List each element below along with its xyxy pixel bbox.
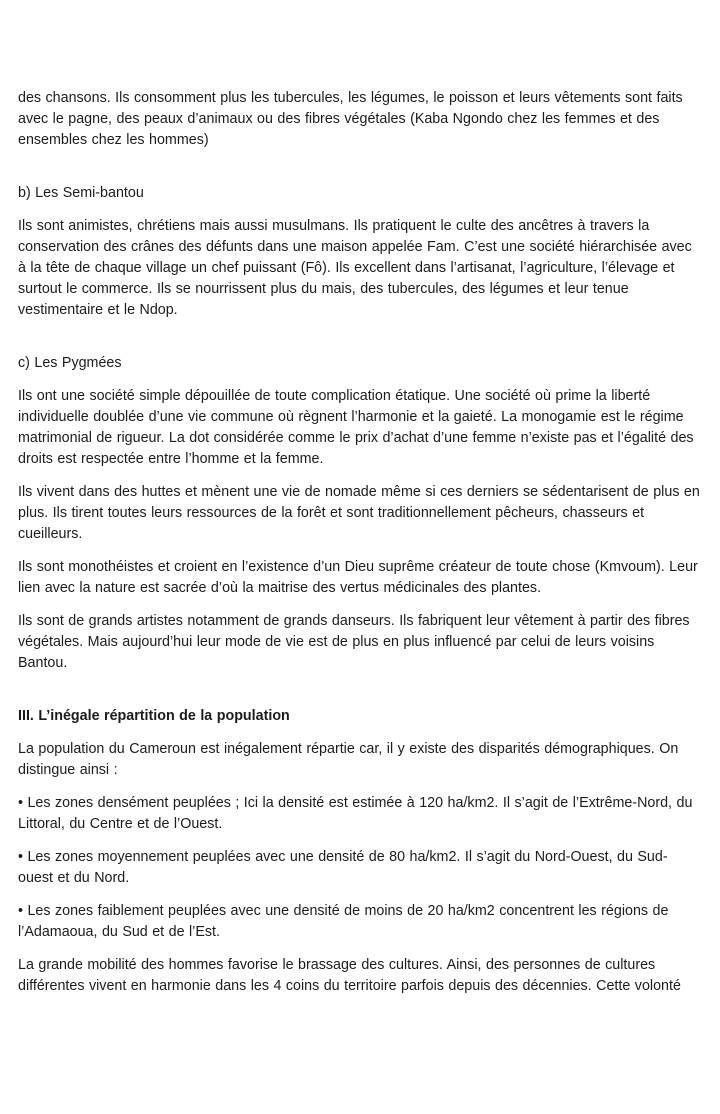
paragraph: Ils sont animistes, chrétiens mais aussi musulmans. Ils pratiquent le culte des ancêtres à travers la conservation des crânes des défunts dans une maison appelée Fam. C’est une société hiérarchisée avec à la tête de chaque village un chef puissant (Fô). Ils excellent dans l’artisanat, l’agriculture, l’élevage et surtout le commerce. Ils se nourrissent plus du mais, des tubercules, des légumes et leur tenue vestimentaire et le Ndop. — [18, 218, 692, 318]
section-heading-pygmees: c) Les Pygmées — [18, 355, 122, 371]
paragraph: Ils vivent dans des huttes et mènent une vie de nomade même si ces derniers se sédentarisent de plus en plus. Ils tirent toutes leurs ressources de la forêt et sont traditionnellement pêcheurs, chasseurs et cueilleurs. — [18, 484, 700, 542]
section-heading-repartition: III. L’inégale répartition de la population — [18, 708, 290, 724]
paragraph: La population du Cameroun est inégalement répartie car, il y existe des disparités démographiques. On distingue ainsi : — [18, 741, 679, 778]
paragraph: La grande mobilité des hommes favorise le brassage des cultures. Ainsi, des personnes de cultures différentes vivent en harmonie dans les 4 coins du territoire parfois depuis des décennies. Cette volonté — [18, 957, 681, 994]
paragraph: Ils sont monothéistes et croient en l’existence d’un Dieu suprême créateur de toute chose (Kmvoum). Leur lien avec la nature est sacrée d’où la maitrise des vertus médicinales des plantes. — [18, 559, 698, 596]
paragraph: Ils sont de grands artistes notamment de grands danseurs. Ils fabriquent leur vêtement à partir des fibres végétales. Mais aujourd’hui leur mode de vie est de plus en plus influencé par celui de leurs voisins Bantou. — [18, 613, 690, 671]
section-heading-semi-bantou: b) Les Semi-bantou — [18, 185, 144, 201]
bullet-item: • Les zones moyennement peuplées avec une densité de 80 ha/km2. Il s’agit du Nord-Ouest, du Sud-ouest et du Nord. — [18, 849, 668, 886]
bullet-item: • Les zones densément peuplées ; Ici la densité est estimée à 120 ha/km2. Il s’agit de l’Extrême-Nord, du Littoral, du Centre et de l’Ouest. — [18, 795, 693, 832]
paragraph: Ils ont une société simple dépouillée de toute complication étatique. Une société où prime la liberté individuelle doublée d’une vie commune où règnent l’harmonie et la gaieté. La monogamie est le régime matrimonial de rigueur. La dot considérée comme le prix d’achat d’une femme n’existe pas et l’égalité des droits est respectée entre l’homme et la femme. — [18, 388, 694, 467]
paragraph: des chansons. Ils consomment plus les tubercules, les légumes, le poisson et leurs vêtements sont faits avec le pagne, des peaux d’animaux ou des fibres végétales (Kaba Ngondo chez les femmes et des ensembles chez les hommes) — [18, 90, 683, 148]
bullet-item: • Les zones faiblement peuplées avec une densité de moins de 20 ha/km2 concentrent les régions de l’Adamaoua, du Sud et de l’Est. — [18, 903, 669, 940]
